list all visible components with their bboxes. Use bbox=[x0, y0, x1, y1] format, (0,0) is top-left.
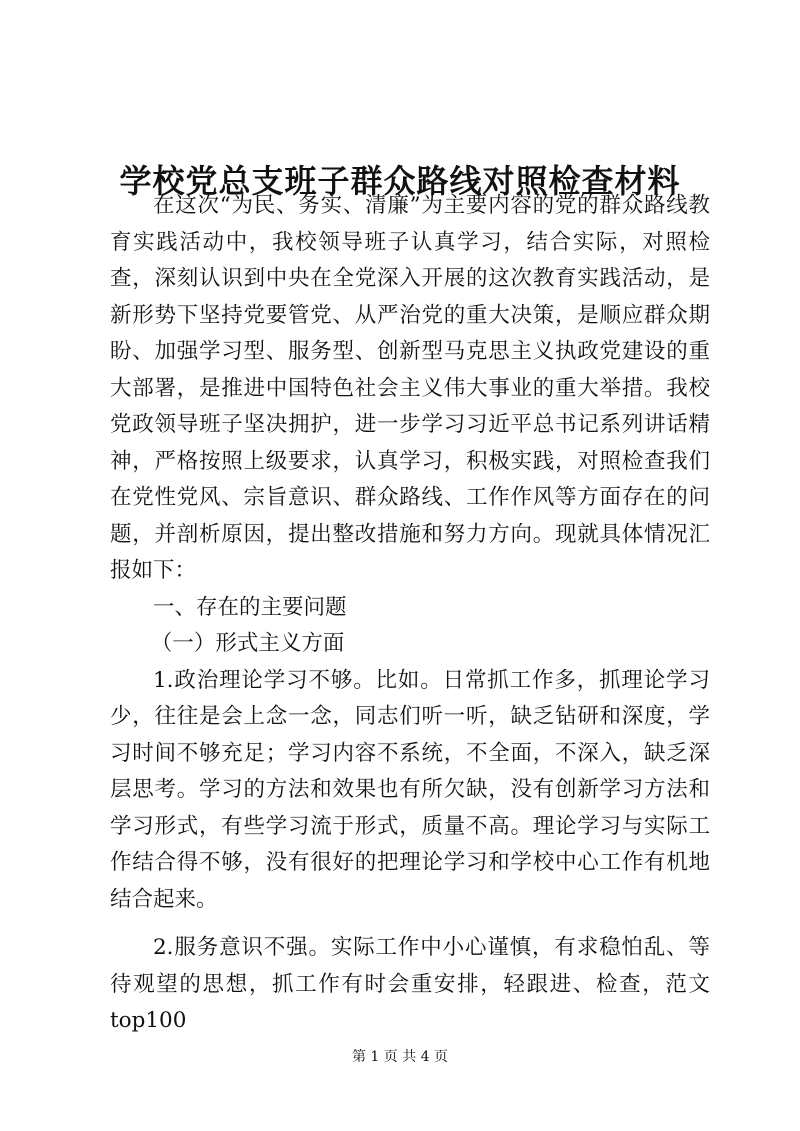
subsection-heading-1: （一）形式主义方面 bbox=[150, 631, 345, 656]
page-footer: 第 1 页 共 4 页 bbox=[351, 1049, 449, 1065]
item-paragraph-2: 2.服务意识不强。实际工作中小心谨慎，有求稳怕乱、等待观望的思想，抓工作有时会重安排，轻跟进、检查，范文top100 bbox=[110, 935, 710, 1033]
paragraph-spacer bbox=[110, 918, 710, 930]
item-paragraph-1: 1.政治理论学习不够。比如。日常抓工作多，抓理论学习少，往往是会上念一念，同志们听一听，缺乏钻研和深度，学习时间不够充足；学习内容不系统，不全面，不深入，缺乏深层思考。学习的方法和效果也有所欠缺，没有创新学习方法和学习形式，有些学习流于形式，质量不高。理论学习与实际工作结合得不够，没有很好的把理论学习和学校中心工作有机地结合起来。 bbox=[110, 667, 710, 912]
document-title: 学校党总支班子群众路线对照检查材料 bbox=[119, 162, 681, 201]
section-heading-1: 一、存在的主要问题 bbox=[153, 594, 347, 620]
document-body bbox=[110, 188, 710, 1040]
intro-paragraph: 在这次“为民、务实、清廉”为主要内容的党的群众路线教育实践活动中，我校领导班子认真学习，结合实际，对照检查，深刻认识到中央在全党深入开展的这次教育实践活动，是新形势下坚持党要管党、从严治党的重大决策，是顺应群众期盼、加强学习型、服务型、创新型马克思主义执政党建设的重大部署，是推进中国特色社会主义伟大事业的重大举措。我校党政领导班子坚决拥护，进一步学习习近平总书记系列讲话精神，严格按照上级要求，认真学习，积极实践，对照检查我们在党性党风、宗旨意识、群众路线、工作作风等方面存在的问题，并剖析原因，提出整改措施和努力方向。现就具体情况汇报如下： bbox=[110, 193, 710, 583]
